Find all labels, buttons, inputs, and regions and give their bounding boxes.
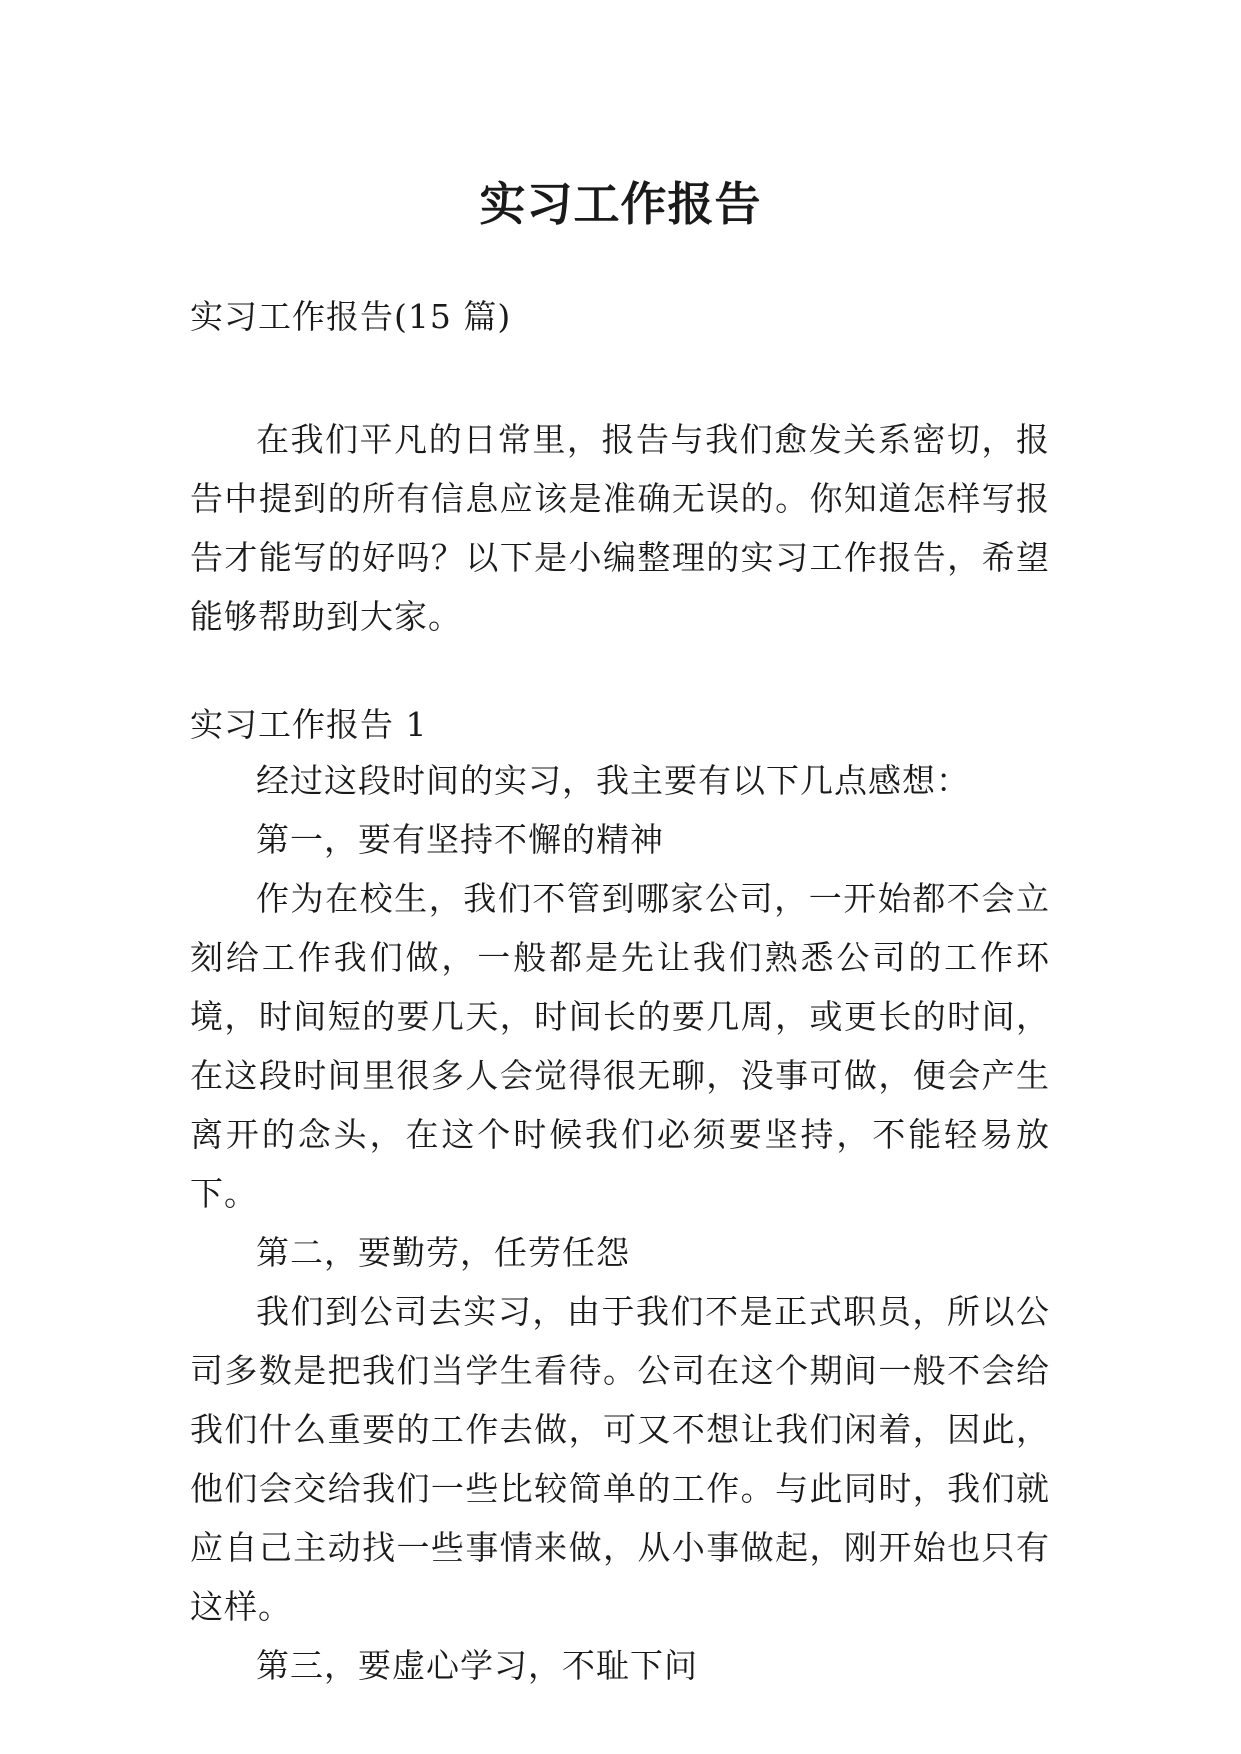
point-heading-3: 第三，要虚心学习，不耻下问 bbox=[256, 1646, 698, 1685]
paragraph-intro-points: 经过这段时间的实习，我主要有以下几点感想： bbox=[256, 761, 970, 800]
point-paragraph-1: 作为在校生，我们不管到哪家公司，一开始都不会立刻给工作我们做，一般都是先让我们熟悉公司的工作环境，时间短的要几天，时间长的要几周，或更长的时间，在这段时间里很多人会觉得很无聊，没事可做，便会产生离开的念头，在这个时候我们必须要坚持，不能轻易放下。 bbox=[190, 879, 1050, 1213]
section-body bbox=[190, 751, 1050, 1695]
point-heading-1: 第一，要有坚持不懈的精神 bbox=[256, 820, 664, 859]
point-heading-2: 第二，要勤劳，任劳任怨 bbox=[256, 1233, 630, 1272]
document-title: 实习工作报告 bbox=[479, 176, 762, 231]
section-heading: 实习工作报告 1 bbox=[190, 705, 428, 744]
intro-paragraph: 在我们平凡的日常里，报告与我们愈发关系密切，报告中提到的所有信息应该是准确无误的。你知道怎样写报告才能写的好吗？以下是小编整理的实习工作报告，希望能够帮助到大家。 bbox=[190, 420, 1050, 636]
point-paragraph-2: 我们到公司去实习，由于我们不是正式职员，所以公司多数是把我们当学生看待。公司在这个期间一般不会给我们什么重要的工作去做，可又不想让我们闲着，因此，他们会交给我们一些比较简单的工作。与此同时，我们就应自己主动找一些事情来做，从小事做起，刚开始也只有这样。 bbox=[190, 1292, 1050, 1626]
document-subtitle: 实习工作报告(15 篇) bbox=[190, 297, 512, 336]
